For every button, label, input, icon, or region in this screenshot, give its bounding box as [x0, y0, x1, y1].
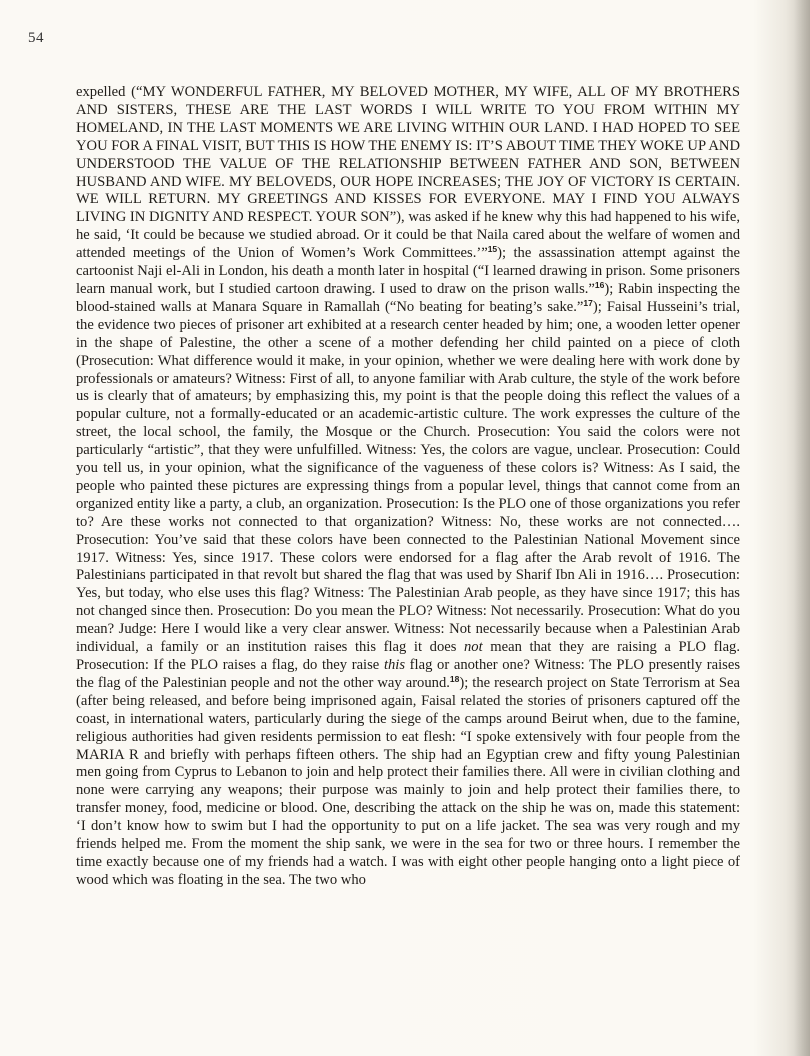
- emphasis-this: this: [383, 657, 406, 673]
- text-run: mean that they are raising a PLO flag. Prosecution: If the PLO raises a flag, do they raise: [76, 639, 740, 673]
- emphasis-not: not: [464, 639, 483, 656]
- text-run: expelled (“MY WONDERFUL FATHER, MY BELOVED MOTHER, MY WIFE, ALL OF MY BROTHERS AND SISTERS, THESE ARE THE LAST WORDS I WILL WRITE TO YOU FROM WITHIN MY HOMELAND, IN THE LAST MOMENTS WE ARE LIVING WITHIN OUR LAND. I HAD HOPED TO SEE YOU FOR A FINAL VISIT, BUT THIS IS HOW THE ENEMY IS: IT’S ABOUT TIME THEY WOKE UP AND UNDERSTOOD THE VALUE OF THE RELATIONSHIP BETWEEN FATHER AND SON, BETWEEN HUSBAND AND WIFE. MY BELOVEDS, OUR HOPE INCREASES; THE JOY OF VICTORY IS CERTAIN. WE WILL RETURN. MY GREETINGS AND KISSES FOR EVERYONE. MAY I FIND YOU ALWAYS LIVING IN DIGNITY AND RESPECT. YOUR SON”), was asked if he knew why this had happened to his wife, he said, ‘It could be because we studied abroad. Or it could be that Naila cared about the welfare of women and attended meetings of the Union of Women’s Work Committees.’”: [76, 84, 740, 262]
- text-run: ); the research project on State Terrorism at Sea (after being released, and before being imprisoned again, Faisal related the stories of prisoners captured off the coast, in international waters, particularly during the siege of the camps around Beirut when, due to the famine, religious authorities had given residents permission to eat flesh: “I spoke extensively with four people from the MARIA R and briefly with perhaps fifteen others. The ship had an Egyptian crew and fifty young Palestinian men going from Cyprus to Lebanon to join and help protect their families there. All were in civilian clothing and none were carrying any weapons; their purpose was mainly to join and help protect their families there, to transfer money, food, medicine or blood. One, describing the attack on the ship he was on, made this statement: ‘I don’t know how to swim but I had the opportunity to put on a life jacket. The sea was very rough and my friends helped me. From the moment the ship sank, we were in the sea for two or three hours. I remember the time exactly because one of my friends had a watch. I was with eight other people hanging onto a light piece of wood which was floating in the sea. The two who: [76, 674, 740, 888]
- text-run: flag or another one? Witness: The PLO presently raises the flag of the Palestinian people and not the other way around.: [76, 657, 741, 691]
- footnote-ref-17: 17: [583, 297, 593, 308]
- footnote-ref-16: 16: [594, 279, 605, 290]
- page-number: 54: [28, 30, 44, 46]
- footnote-ref-18: 18: [449, 673, 460, 684]
- text-run: ); the assassination attempt against the cartoonist Naji el-Ali in London, his death a month later in hospital (“I learned drawing in prison. Some prisoners learn manual work, but I studied cartoon drawing. I used to draw on the prison walls.”: [76, 245, 740, 297]
- page-edge-shadow: [794, 0, 810, 1056]
- text-run: ); Rabin inspecting the blood-stained walls at Manara Square in Ramallah (“No beating for beating’s sake.”: [76, 280, 740, 315]
- text-run: ); Faisal Husseini’s trial, the evidence two pieces of prisoner art exhibited at a research center headed by him; one, a wooden letter opener in the shape of Palestine, the other a scene of a mother defending her child painted on a piece of cloth (Prosecution: What difference would it make, in your opinion, whether we were dealing here with work done by professionals or amateurs? Witness: First of all, to anyone familiar with Arab culture, the style of the work before us is clearly that of amateurs; by emphasizing this, my point is that the people doing this reflect the values of a popular culture, not a formally-educated or an academic-artistic culture. The work expresses the culture of the street, the local school, the family, the Mosque or the Church. Prosecution: You said the colors were not particularly “artistic”, that they were unfulfilled. Witness: Yes, the colors are vague, unclear. Prosecution: Could you tell us, in your opinion, what the significance of the vagueness of these colors is? Witness: As I said, the people who painted these pictures are expressing things from a popular level, things that cannot come from an organized entity like a party, a club, an organization. Prosecution: Is the PLO one of those organizations you refer to? Are these works not connected to that organization? Witness: No, these works are not connected…. Prosecution: You’ve said that these colors have been connected to the Palestinian National Movement since 1917. Witness: Yes, since 1917. These colors were endorsed for a flag after the Arab revolt of 1916. The Palestinians participated in that revolt but shared the flag that was used by Sharif Ibn Ali in 1916…. Prosecution: Yes, but today, who else uses this flag? Witness: The Palestinian Arab people, as they have since 1917; this has not changed since then. Prosecution: Do you mean the PLO? Witness: Not necessarily. Prosecution: What do you mean? Judge: Here I would like a very clear answer. Witness: Not necessarily because when a Palestinian Arab individual, a family or an institution raises this flag it does: [76, 298, 740, 656]
- body-paragraph: [76, 84, 740, 890]
- footnote-ref-15: 15: [487, 244, 498, 255]
